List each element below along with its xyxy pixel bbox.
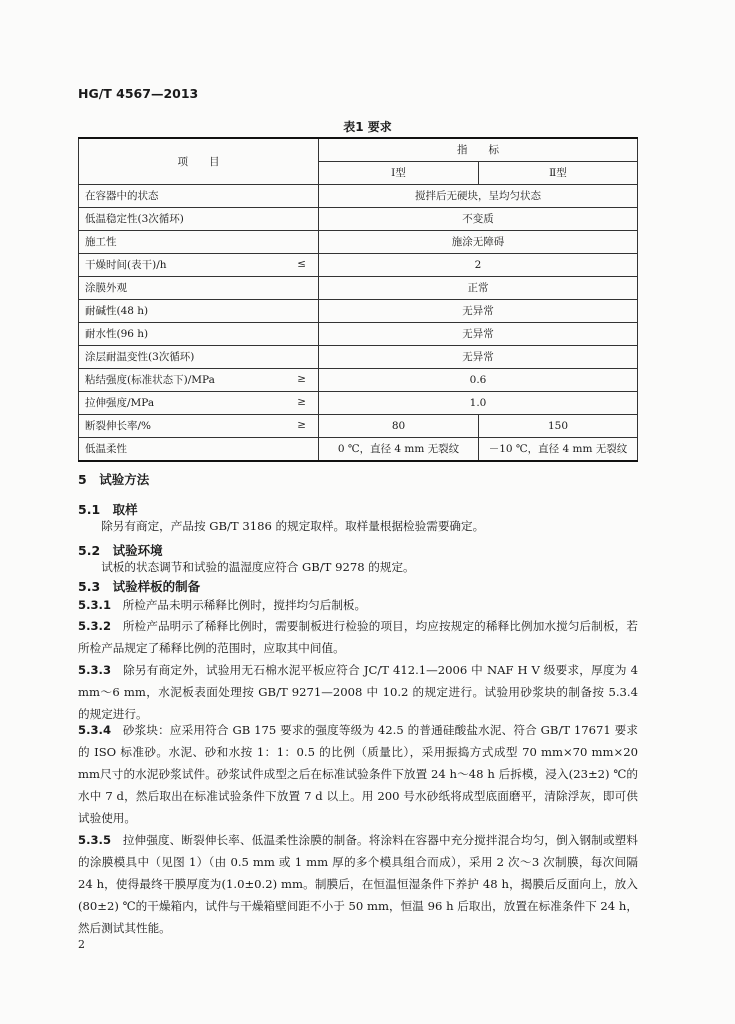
section-5-3-4: 5.3.4 砂浆块：应采用符合 GB 175 要求的强度等级为 42.5 的普通硅酸盐水泥、符合 GB/T 17671 要求的 ISO 标准砂。水泥、砂和水按 1：1：0.5 的比例（质量比），采用振捣方式成型 70 mm×70 mm×20 mm尺寸的水泥砂浆试件。砂浆试件成型之后在标准试验条件下放置 24 h～48 h 后拆模，浸入(23±2) ℃的水中 7 d，然后取出在标准试验条件下放置 7 d 以上。用 200 号水砂纸将成型底面磨平，清除浮灰，即可供试验使用。 (78, 723, 638, 825)
row-value-type-1: 80 (319, 415, 479, 438)
table-row (79, 369, 638, 392)
section-5-3-5: 5.3.5 拉伸强度、断裂伸长率、低温柔性涂膜的制备。将涂料在容器中充分搅拌混合均匀，倒入钢制或塑料的涂膜模具中（见图 1）（由 0.5 mm 或 1 mm 厚的多个模具组合而成），采用 2 次～3 次制膜，每次间隔 24 h，使得最终干膜厚度为(1.0±0.2) mm。制膜后，在恒温恒湿条件下养护 48 h，揭膜后反面向上，放入(80±2) ℃的干燥箱内，试件与干燥箱壁间距不小于 50 mm，恒温 96 h 后取出，放置在标准条件下 24 h，然后测试其性能。 (78, 833, 638, 935)
section-5-3-1: 5.3.1 所检产品未明示稀释比例时，搅拌均匀后制板。 (78, 598, 367, 612)
row-comparison-symbol: ≥ (297, 419, 306, 431)
row-value: 无异常 (319, 323, 638, 346)
section-5-3-2: 5.3.2 所检产品明示了稀释比例时，需要制板进行检验的项目，均应按规定的稀释比例加水搅匀后制板，若所检产品规定了稀释比例的范围时，应取其中间值。 (78, 619, 638, 655)
row-item (79, 254, 319, 277)
table-row (79, 438, 638, 462)
row-item (79, 185, 319, 208)
row-item-label: 断裂伸长率/% (85, 420, 152, 432)
row-item (79, 323, 319, 346)
section-5-1-title: 5.1 取样 (78, 502, 138, 517)
row-item-label: 拉伸强度/MPa (85, 397, 155, 409)
row-item (79, 231, 319, 254)
row-item-label: 低温柔性 (85, 443, 127, 455)
row-value: 0.6 (319, 369, 638, 392)
row-value: 无异常 (319, 346, 638, 369)
table-caption: 表1 要求 (343, 120, 392, 134)
row-item-label: 耐碱性(48 h) (85, 305, 149, 317)
row-comparison-symbol: ≥ (297, 373, 306, 385)
section-5-3-3: 5.3.3 除另有商定外，试验用无石棉水泥平板应符合 JC/T 412.1—2006 中 NAF H V 级要求，厚度为 4 mm～6 mm，水泥板表面处理按 GB/T 9271—2008 中 10.2 的规定进行。试验用砂浆块的制备按 5.3.4 的规定进行。 (78, 663, 638, 721)
row-comparison-symbol: ≤ (297, 258, 306, 270)
row-value-type-2: －10 ℃，直径 4 mm 无裂纹 (479, 438, 638, 462)
row-item-label: 涂膜外观 (85, 282, 127, 294)
row-value: 2 (319, 254, 638, 277)
row-item (79, 369, 319, 392)
standard-number: HG/T 4567—2013 (78, 86, 199, 101)
section-5-2-title: 5.2 试验环境 (78, 543, 163, 558)
table-row (79, 415, 638, 438)
row-item (79, 277, 319, 300)
table-row (79, 392, 638, 415)
row-item-label: 耐水性(96 h) (85, 328, 149, 340)
row-item (79, 208, 319, 231)
row-item-label: 施工性 (85, 236, 117, 248)
row-value: 搅拌后无硬块，呈均匀状态 (319, 185, 638, 208)
header-item: 项 目 (79, 138, 319, 185)
section-5-2-text: 试板的状态调节和试验的温湿度应符合 GB/T 9278 的规定。 (101, 560, 415, 574)
row-value: 1.0 (319, 392, 638, 415)
row-value: 无异常 (319, 300, 638, 323)
section-5-3-title: 5.3 试验样板的制备 (78, 579, 201, 594)
table-row (79, 346, 638, 369)
row-item-label: 在容器中的状态 (85, 190, 159, 202)
header-type-2: Ⅱ型 (479, 162, 638, 185)
row-item-label: 粘结强度(标准状态下)/MPa (85, 374, 215, 386)
table-row (79, 231, 638, 254)
header-index: 指 标 (319, 138, 638, 162)
row-item-label: 干燥时间(表干)/h (85, 259, 167, 271)
table-row (79, 300, 638, 323)
row-value-type-2: 150 (479, 415, 638, 438)
row-item (79, 438, 319, 462)
row-item (79, 346, 319, 369)
header-type-1: Ⅰ型 (319, 162, 479, 185)
row-item (79, 392, 319, 415)
section-5-title: 5 试验方法 (78, 472, 150, 487)
row-item (79, 415, 319, 438)
row-value: 正常 (319, 277, 638, 300)
table-row (79, 323, 638, 346)
table-header-row (79, 138, 638, 162)
row-value-type-1: 0 ℃，直径 4 mm 无裂纹 (319, 438, 479, 462)
row-value: 不变质 (319, 208, 638, 231)
row-item (79, 300, 319, 323)
table-row (79, 185, 638, 208)
row-value: 施涂无障碍 (319, 231, 638, 254)
page-number: 2 (78, 938, 85, 951)
row-item-label: 低温稳定性(3次循环) (85, 213, 184, 225)
table-row (79, 277, 638, 300)
requirements-table (78, 137, 638, 462)
row-comparison-symbol: ≥ (297, 396, 306, 408)
section-5-1-text: 除另有商定，产品按 GB/T 3186 的规定取样。取样量根据检验需要确定。 (101, 519, 485, 533)
table-row (79, 254, 638, 277)
table-row (79, 208, 638, 231)
row-item-label: 涂层耐温变性(3次循环) (85, 351, 195, 363)
